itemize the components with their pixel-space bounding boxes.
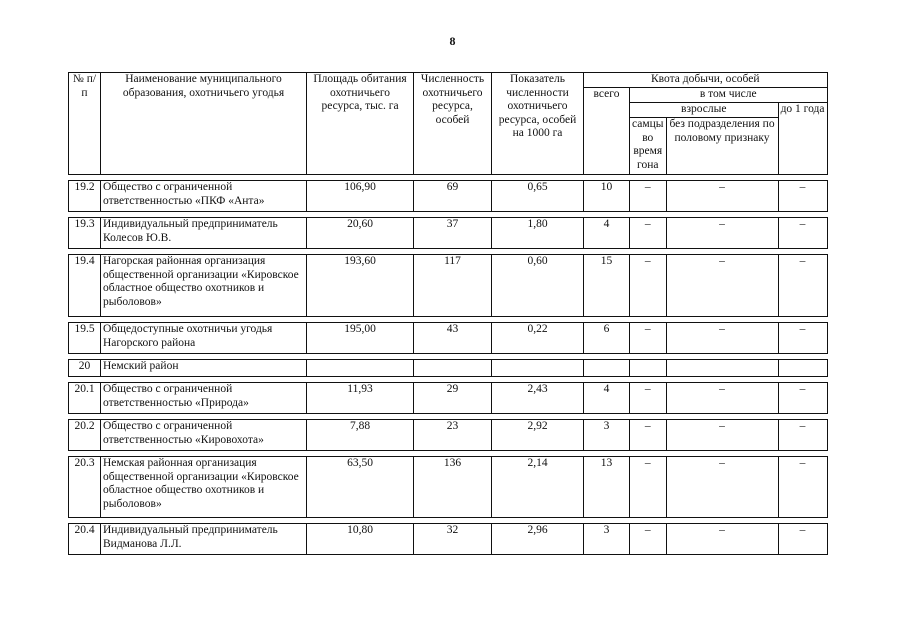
cell-under1: –: [778, 255, 827, 317]
cell-area: 193,60: [307, 255, 414, 317]
header-total: всего: [584, 88, 630, 175]
cell-num: 19.4: [69, 255, 101, 317]
cell-name: Общество с ограниченной ответственностью «Кировохота»: [101, 420, 307, 451]
cell-count: 69: [414, 181, 492, 212]
cell-nosex: –: [666, 181, 778, 212]
cell-under1: –: [778, 181, 827, 212]
quota-table: [68, 72, 828, 555]
cell-males: –: [630, 255, 667, 317]
cell-total: 3: [584, 420, 630, 451]
header-nosex: без подразделения по половому признаку: [666, 118, 778, 175]
cell-total: 13: [584, 457, 630, 518]
cell-density: 2,96: [492, 524, 584, 555]
cell-under1: –: [778, 524, 827, 555]
cell-area: 11,93: [307, 383, 414, 414]
header-area: Площадь обитания охотничьего ресурса, тыс. га: [307, 73, 414, 175]
cell-density: 2,14: [492, 457, 584, 518]
cell-count: 43: [414, 323, 492, 354]
header-name: Наименование муниципального образования, охотничьего угодья: [101, 73, 307, 175]
cell-density: 0,22: [492, 323, 584, 354]
cell-density: 1,80: [492, 218, 584, 249]
cell-nosex: [666, 360, 778, 377]
cell-num: 19.3: [69, 218, 101, 249]
cell-count: 37: [414, 218, 492, 249]
cell-name: Нагорская районная организация общественной организации «Кировское областное общество охотников и рыболовов»: [101, 255, 307, 317]
cell-name: Немский район: [101, 360, 307, 377]
cell-num: 19.5: [69, 323, 101, 354]
table-row: [69, 181, 828, 212]
cell-area: 7,88: [307, 420, 414, 451]
header-incl: в том числе: [630, 88, 828, 103]
cell-count: 23: [414, 420, 492, 451]
cell-count: 117: [414, 255, 492, 317]
cell-name: Индивидуальный предприниматель Видманова Л.Л.: [101, 524, 307, 555]
cell-males: –: [630, 181, 667, 212]
cell-males: –: [630, 218, 667, 249]
table-row: [69, 457, 828, 518]
cell-males: –: [630, 323, 667, 354]
cell-density: 2,43: [492, 383, 584, 414]
cell-name: Общество с ограниченной ответственностью «Природа»: [101, 383, 307, 414]
cell-nosex: –: [666, 457, 778, 518]
cell-total: 6: [584, 323, 630, 354]
cell-name: Общедоступные охотничьи угодья Нагорского района: [101, 323, 307, 354]
cell-nosex: –: [666, 383, 778, 414]
cell-area: [307, 360, 414, 377]
cell-nosex: –: [666, 323, 778, 354]
cell-name: Индивидуальный предприниматель Колесов Ю.В.: [101, 218, 307, 249]
cell-under1: [778, 360, 827, 377]
cell-density: 0,65: [492, 181, 584, 212]
cell-density: 0,60: [492, 255, 584, 317]
cell-num: 20.4: [69, 524, 101, 555]
cell-males: –: [630, 383, 667, 414]
cell-total: 15: [584, 255, 630, 317]
header-density: Показатель численности охотничьего ресурса, особей на 1000 га: [492, 73, 584, 175]
table-body: [69, 175, 828, 555]
cell-total: 4: [584, 218, 630, 249]
cell-males: –: [630, 420, 667, 451]
cell-name: Общество с ограниченной ответственностью «ПКФ «Анта»: [101, 181, 307, 212]
cell-nosex: –: [666, 218, 778, 249]
header-males: самцы во время гона: [630, 118, 667, 175]
cell-area: 10,80: [307, 524, 414, 555]
cell-num: 20: [69, 360, 101, 377]
table-row: [69, 360, 828, 377]
cell-count: 136: [414, 457, 492, 518]
cell-total: 4: [584, 383, 630, 414]
header-num: № п/п: [69, 73, 101, 175]
cell-under1: –: [778, 457, 827, 518]
cell-num: 20.3: [69, 457, 101, 518]
table-row: [69, 524, 828, 555]
table-row: [69, 383, 828, 414]
cell-area: 63,50: [307, 457, 414, 518]
header-under1: до 1 года: [778, 103, 827, 175]
cell-total: 10: [584, 181, 630, 212]
header-count: Численность охотничьего ресурса, особей: [414, 73, 492, 175]
cell-nosex: –: [666, 524, 778, 555]
table-row: [69, 420, 828, 451]
cell-count: 32: [414, 524, 492, 555]
cell-count: 29: [414, 383, 492, 414]
cell-total: [584, 360, 630, 377]
cell-density: 2,92: [492, 420, 584, 451]
cell-area: 106,90: [307, 181, 414, 212]
cell-area: 20,60: [307, 218, 414, 249]
table-row: [69, 255, 828, 317]
cell-num: 20.1: [69, 383, 101, 414]
cell-num: 20.2: [69, 420, 101, 451]
cell-under1: –: [778, 218, 827, 249]
cell-area: 195,00: [307, 323, 414, 354]
cell-males: [630, 360, 667, 377]
table-row: [69, 323, 828, 354]
cell-density: [492, 360, 584, 377]
cell-total: 3: [584, 524, 630, 555]
cell-nosex: –: [666, 420, 778, 451]
header-adults: взрослые: [630, 103, 779, 118]
cell-under1: –: [778, 323, 827, 354]
page-number: 8: [449, 34, 456, 48]
cell-under1: –: [778, 420, 827, 451]
cell-num: 19.2: [69, 181, 101, 212]
cell-males: –: [630, 524, 667, 555]
cell-name: Немская районная организация общественной организации «Кировское областное общество охотников и рыболовов»: [101, 457, 307, 518]
table-row: [69, 218, 828, 249]
cell-under1: –: [778, 383, 827, 414]
cell-count: [414, 360, 492, 377]
header-quota: Квота добычи, особей: [584, 73, 828, 88]
cell-males: –: [630, 457, 667, 518]
cell-nosex: –: [666, 255, 778, 317]
